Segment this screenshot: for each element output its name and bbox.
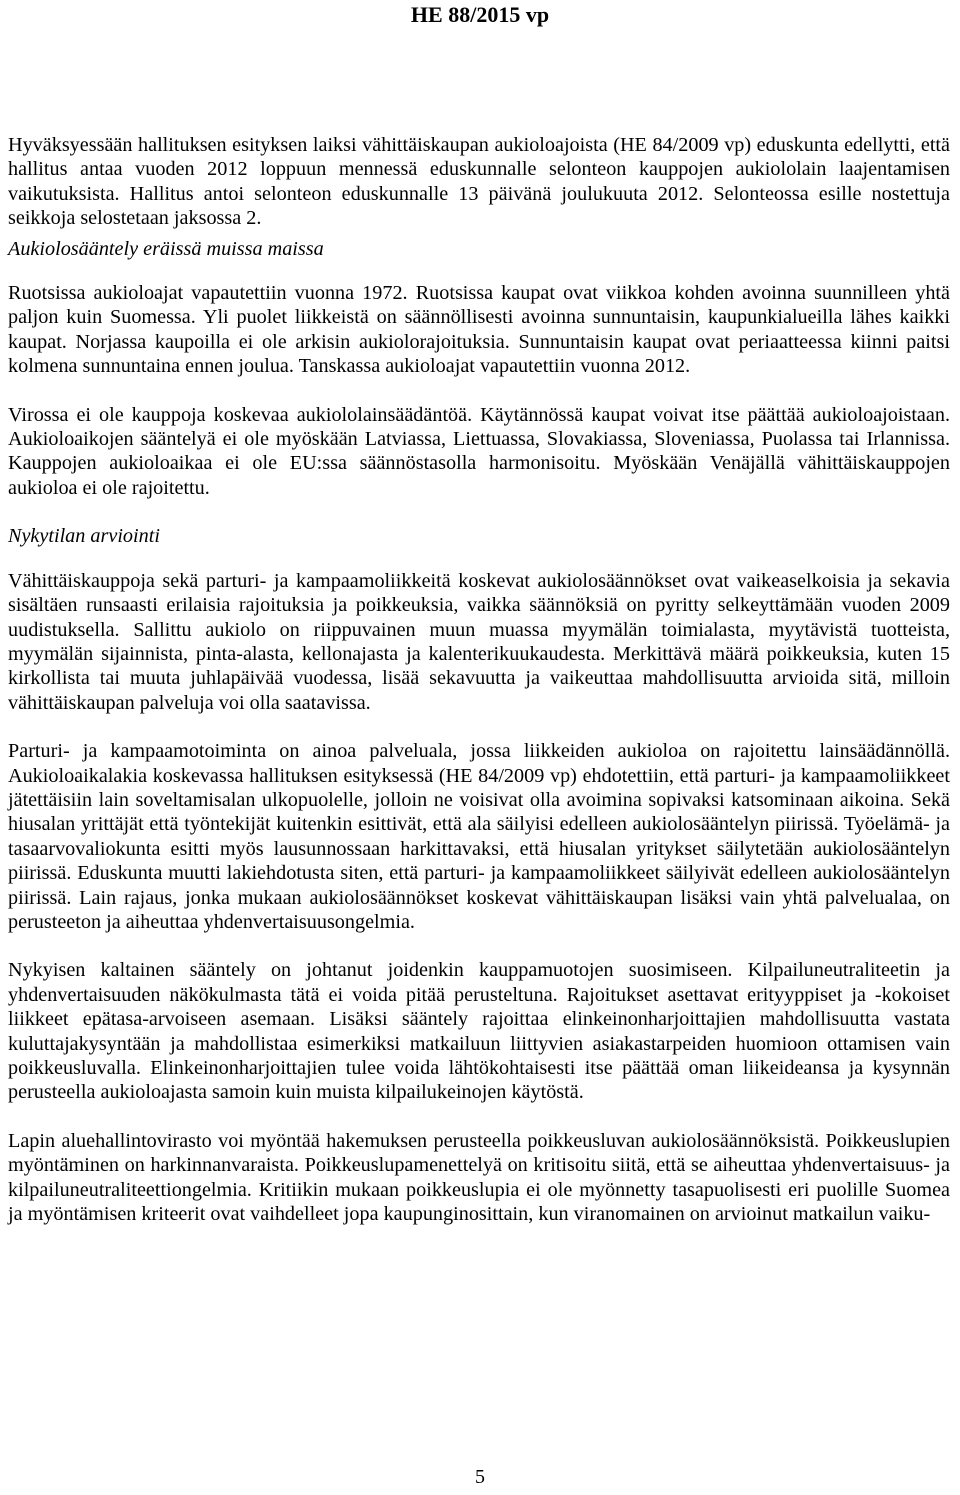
paragraph-baltic-eu: Virossa ei ole kauppoja koskevaa aukiololainsäädäntöä. Käytännössä kaupat voivat itse päättää aukioloajoistaan. Aukioloaikojen sääntelyä ei ole myöskään Latviassa, Liettuassa, Slovakiassa, Sloveniassa, Puolassa tai Irlannissa. Kauppojen aukioloaikaa ei ole EU:ssa säännöstasolla harmonisoitu. Myöskään Venäjällä vähittäiskauppojen aukioloa ei ole rajoitettu. <box>8 403 950 499</box>
section-heading-current-state: Nykytilan arviointi <box>8 525 160 548</box>
document-header: HE 88/2015 vp <box>410 2 550 27</box>
paragraph-competition-neutrality: Nykyisen kaltainen sääntely on johtanut joidenkin kauppamuotojen suosimiseen. Kilpailuneutraliteetin ja yhdenvertaisuuden näkökulmasta tätä ei voida pitää perusteltuna. Rajoitukset asettavat erityyppiset ja -kokoiset liikkeet epätasa-arvoiseen asemaan. Lisäksi sääntely rajoittaa elinkeinonharjoittajien mahdollisuutta vastata kuluttajakysyntään ja mahdollistaa esimerkiksi matkailuun liittyvien asiakastarpeiden huomioon ottamisen vain poikkeusluvalla. Elinkeinonharjoittajien tulee voida lähtökohtaisesti itse päättää oman liikeideansa ja kysynnän perusteella aukioloajasta samoin kuin muista kilpailukeinojen käytöstä. <box>8 959 950 1104</box>
page-number: 5 <box>475 1466 485 1488</box>
paragraph-background: Hyväksyessään hallituksen esityksen laiksi vähittäiskaupan aukioloajoista (HE 84/2009 vp) eduskunta edellytti, että hallitus antaa vuoden 2012 loppuun mennessä eduskunnalle selonteon kauppojen aukiololain laajentamisen vaikutuksista. Hallitus antoi selonteon eduskunnalle 13 päivänä joulukuuta 2012. Selonteossa esille nostettuja seikkoja selostetaan jaksossa 2. <box>8 134 950 230</box>
paragraph-barber-regulation: Parturi- ja kampaamotoiminta on ainoa palveluala, jossa liikkeiden aukioloa on rajoitettu lainsäädännöllä. Aukioloaikalakia koskevassa hallituksen esityksessä (HE 84/2009 vp) ehdotettiin, että parturi- ja kampaamoliikkeet jätettäisiin lain soveltamisalan ulkopuolelle, jolloin ne voisivat olla avoimina sopivaksi katsominaan aikoina. Sekä hiusalan yrittäjät että työntekijät kuitenkin esittivät, että ala säilyisi edelleen aukiolosääntelyn piirissä. Työelämä- ja tasaarvovaliokunta esitti myös lausunnossaan harkittavaksi, että hiusalan yritykset säilytetään aukiolosääntelyn piirissä. Eduskunta muutti lakiehdotusta siten, että parturi- ja kampaamoliikkeet säilyivät edelleen aukiolosääntelyn piirissä. Lain rajaus, jonka mukaan aukiolosäännökset koskevat vähittäiskaupan lisäksi vain yhtä palvelualaa, on perusteeton ja aiheuttaa yhdenvertaisuusongelmia. <box>8 740 950 933</box>
document-body <box>8 133 950 1226</box>
paragraph-nordic-countries: Ruotsissa aukioloajat vapautettiin vuonna 1972. Ruotsissa kaupat ovat viikkoa kohden avoinna suunnilleen yhtä paljon kuin Suomessa. Yli puolet liikkeistä on säännöllisesti avoinna sunnuntaisin, kaupunkialueilla lähes kaikki kaupat. Norjassa kaupoilla ei ole arkisin aukiolorajoituksia. Sunnuntaisin kaupat ovat periaatteessa kiinni paitsi kolmena sunnuntaina ennen joulua. Tanskassa aukioloajat vapautettiin vuonna 2012. <box>8 282 950 378</box>
section-heading-other-countries: Aukiolosääntely eräissä muissa maissa <box>8 237 324 260</box>
paragraph-exemption-permits: Lapin aluehallintovirasto voi myöntää hakemuksen perusteella poikkeusluvan aukiolosäännöksistä. Poikkeuslupien myöntäminen on harkinnanvaraista. Poikkeuslupamenettelyä on kritisoitu siitä, että se aiheuttaa yhdenvertaisuus- ja kilpailuneutraliteettiongelmia. Kritiikin mukaan poikkeuslupia ei ole myönnetty tasapuolisesti eri puolille Suomea ja myöntämisen kriteerit ovat vaihdelleet jopa kaupunginosittain, kun viranomainen on arvioinut matkailun vaiku- <box>8 1129 950 1226</box>
paragraph-regulation-complexity: Vähittäiskauppoja sekä parturi- ja kampaamoliikkeitä koskevat aukiolosäännökset ovat vaikeaselkoisia ja sekavia sisältäen runsaasti erilaisia rajoituksia ja poikkeuksia, vaikka säännöksiä on pyritty selkeyttämään vuoden 2009 uudistuksella. Sallittu aukiolo on riippuvainen muun muassa myymälän toimialasta, myytävistä tuotteista, myymälän sijainnista, pinta-alasta, kellonajasta ja kalenterikuukaudesta. Merkittävä määrä poikkeuksia, kuten 15 kirkollista tai muuta juhlapäivää vuodessa, lisää sekavuutta ja vaikeuttaa mahdollisuutta arvioida sitä, milloin vähittäiskaupan palveluja voi olla saatavissa. <box>8 569 950 714</box>
